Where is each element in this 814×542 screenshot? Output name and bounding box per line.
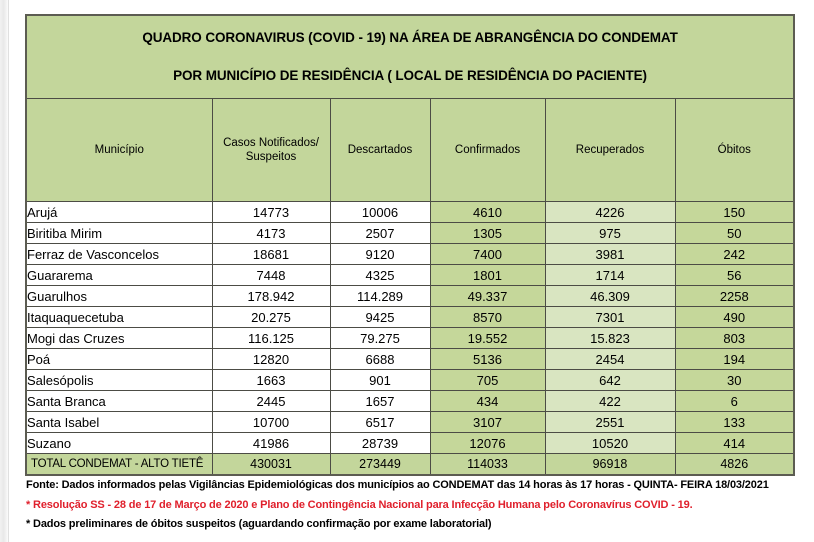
- cell-recuperados: 10520: [545, 433, 675, 454]
- cell-confirmados: 49.337: [430, 286, 545, 307]
- footnote-preliminary-data: * Dados preliminares de óbitos suspeitos (aguardando confirmação por exame laboratorial): [26, 518, 492, 531]
- cell-recuperados: 2454: [545, 349, 675, 370]
- footnote-resolution: * Resolução SS - 28 de 17 de Março de 2020 e Plano de Contingência Nacional para Infecção Humana pelo Coronavírus COVID - 19.: [26, 498, 693, 511]
- cell-notificados: 4173: [212, 223, 330, 244]
- cell-descartados: 114.289: [330, 286, 430, 307]
- column-header-descartados: Descartados: [330, 99, 430, 202]
- cell-descartados: 9425: [330, 307, 430, 328]
- cell-confirmados: 8570: [430, 307, 545, 328]
- cell-descartados: 9120: [330, 244, 430, 265]
- cell-confirmados: 7400: [430, 244, 545, 265]
- cell-notificados: 7448: [212, 265, 330, 286]
- title-row: [26, 15, 794, 99]
- report-title-line1: QUADRO CORONAVIRUS (COVID - 19) NA ÁREA DE ABRANGÊNCIA DO CONDEMAT: [142, 29, 678, 45]
- cell-descartados: 4325: [330, 265, 430, 286]
- table-row: [26, 412, 794, 433]
- cell-notificados: 10700: [212, 412, 330, 433]
- cell-confirmados: 3107: [430, 412, 545, 433]
- cell-confirmados: 4610: [430, 202, 545, 223]
- table-header-row: [26, 99, 794, 202]
- cell-municipio: Ferraz de Vasconcelos: [26, 244, 212, 265]
- window-edge-strip: [0, 0, 9, 542]
- column-header-obitos: Óbitos: [675, 99, 794, 202]
- cell-municipio: Itaquaquecetuba: [26, 307, 212, 328]
- cell-municipio: Salesópolis: [26, 370, 212, 391]
- cell-municipio: Santa Isabel: [26, 412, 212, 433]
- cell-confirmados: 5136: [430, 349, 545, 370]
- cell-municipio: Guarulhos: [26, 286, 212, 307]
- footnote-source: Fonte: Dados informados pelas Vigilâncias Epidemiológicas dos municípios ao CONDEMAT das 14 horas às 17 horas - QUINTA- FEIRA 18/03/2021: [26, 479, 769, 491]
- table-row: [26, 223, 794, 244]
- table-row: [26, 202, 794, 223]
- total-recuperados: 96918: [545, 454, 675, 476]
- total-label: TOTAL CONDEMAT - ALTO TIETÊ: [26, 454, 212, 476]
- report-title-line2: POR MUNICÍPIO DE RESIDÊNCIA ( LOCAL DE RESIDÊNCIA DO PACIENTE): [173, 68, 647, 83]
- cell-descartados: 901: [330, 370, 430, 391]
- column-header-casos-notificados-line2: Suspeitos: [245, 151, 297, 163]
- cell-descartados: 1657: [330, 391, 430, 412]
- cell-recuperados: 1714: [545, 265, 675, 286]
- cell-obitos: 490: [675, 307, 794, 328]
- cell-descartados: 79.275: [330, 328, 430, 349]
- total-row: [26, 454, 794, 476]
- cell-municipio: Suzano: [26, 433, 212, 454]
- footnotes: [25, 480, 793, 531]
- cell-municipio: Arujá: [26, 202, 212, 223]
- cell-obitos: 194: [675, 349, 794, 370]
- cell-confirmados: 434: [430, 391, 545, 412]
- covid-report-sheet: [25, 14, 793, 539]
- cell-descartados: 6517: [330, 412, 430, 433]
- cell-notificados: 12820: [212, 349, 330, 370]
- cell-descartados: 28739: [330, 433, 430, 454]
- cell-notificados: 1663: [212, 370, 330, 391]
- cell-descartados: 10006: [330, 202, 430, 223]
- cell-recuperados: 4226: [545, 202, 675, 223]
- table-row: [26, 391, 794, 412]
- cell-confirmados: 12076: [430, 433, 545, 454]
- cell-confirmados: 1305: [430, 223, 545, 244]
- cell-notificados: 116.125: [212, 328, 330, 349]
- report-title-cell: [26, 15, 794, 99]
- column-header-recuperados: Recuperados: [545, 99, 675, 202]
- cell-obitos: 242: [675, 244, 794, 265]
- cell-descartados: 6688: [330, 349, 430, 370]
- cell-municipio: Guararema: [26, 265, 212, 286]
- cell-obitos: 150: [675, 202, 794, 223]
- cell-municipio: Biritiba Mirim: [26, 223, 212, 244]
- cell-notificados: 20.275: [212, 307, 330, 328]
- column-header-casos-notificados-line1: Casos Notificados/: [223, 136, 319, 149]
- cell-obitos: 133: [675, 412, 794, 433]
- table-row: [26, 265, 794, 286]
- cell-confirmados: 705: [430, 370, 545, 391]
- cell-obitos: 6: [675, 391, 794, 412]
- cell-recuperados: 642: [545, 370, 675, 391]
- cell-descartados: 2507: [330, 223, 430, 244]
- cell-notificados: 2445: [212, 391, 330, 412]
- cell-obitos: 2258: [675, 286, 794, 307]
- column-header-confirmados: Confirmados: [430, 99, 545, 202]
- total-confirmados: 114033: [430, 454, 545, 476]
- cell-recuperados: 15.823: [545, 328, 675, 349]
- covid-data-table: [25, 14, 795, 476]
- column-header-casos-notificados: [212, 99, 330, 202]
- cell-recuperados: 2551: [545, 412, 675, 433]
- cell-obitos: 50: [675, 223, 794, 244]
- table-row: [26, 349, 794, 370]
- cell-recuperados: 975: [545, 223, 675, 244]
- cell-notificados: 178.942: [212, 286, 330, 307]
- cell-recuperados: 46.309: [545, 286, 675, 307]
- cell-obitos: 30: [675, 370, 794, 391]
- cell-notificados: 41986: [212, 433, 330, 454]
- cell-confirmados: 19.552: [430, 328, 545, 349]
- cell-confirmados: 1801: [430, 265, 545, 286]
- table-row: [26, 307, 794, 328]
- cell-obitos: 56: [675, 265, 794, 286]
- cell-recuperados: 7301: [545, 307, 675, 328]
- table-row: [26, 244, 794, 265]
- column-header-municipio: Município: [26, 99, 212, 202]
- total-notificados: 430031: [212, 454, 330, 476]
- cell-municipio: Poá: [26, 349, 212, 370]
- table-row: [26, 286, 794, 307]
- table-row: [26, 328, 794, 349]
- cell-obitos: 803: [675, 328, 794, 349]
- cell-notificados: 14773: [212, 202, 330, 223]
- cell-municipio: Mogi das Cruzes: [26, 328, 212, 349]
- cell-notificados: 18681: [212, 244, 330, 265]
- cell-obitos: 414: [675, 433, 794, 454]
- cell-recuperados: 3981: [545, 244, 675, 265]
- table-row: [26, 370, 794, 391]
- total-descartados: 273449: [330, 454, 430, 476]
- total-obitos: 4826: [675, 454, 794, 476]
- table-row: [26, 433, 794, 454]
- cell-recuperados: 422: [545, 391, 675, 412]
- cell-municipio: Santa Branca: [26, 391, 212, 412]
